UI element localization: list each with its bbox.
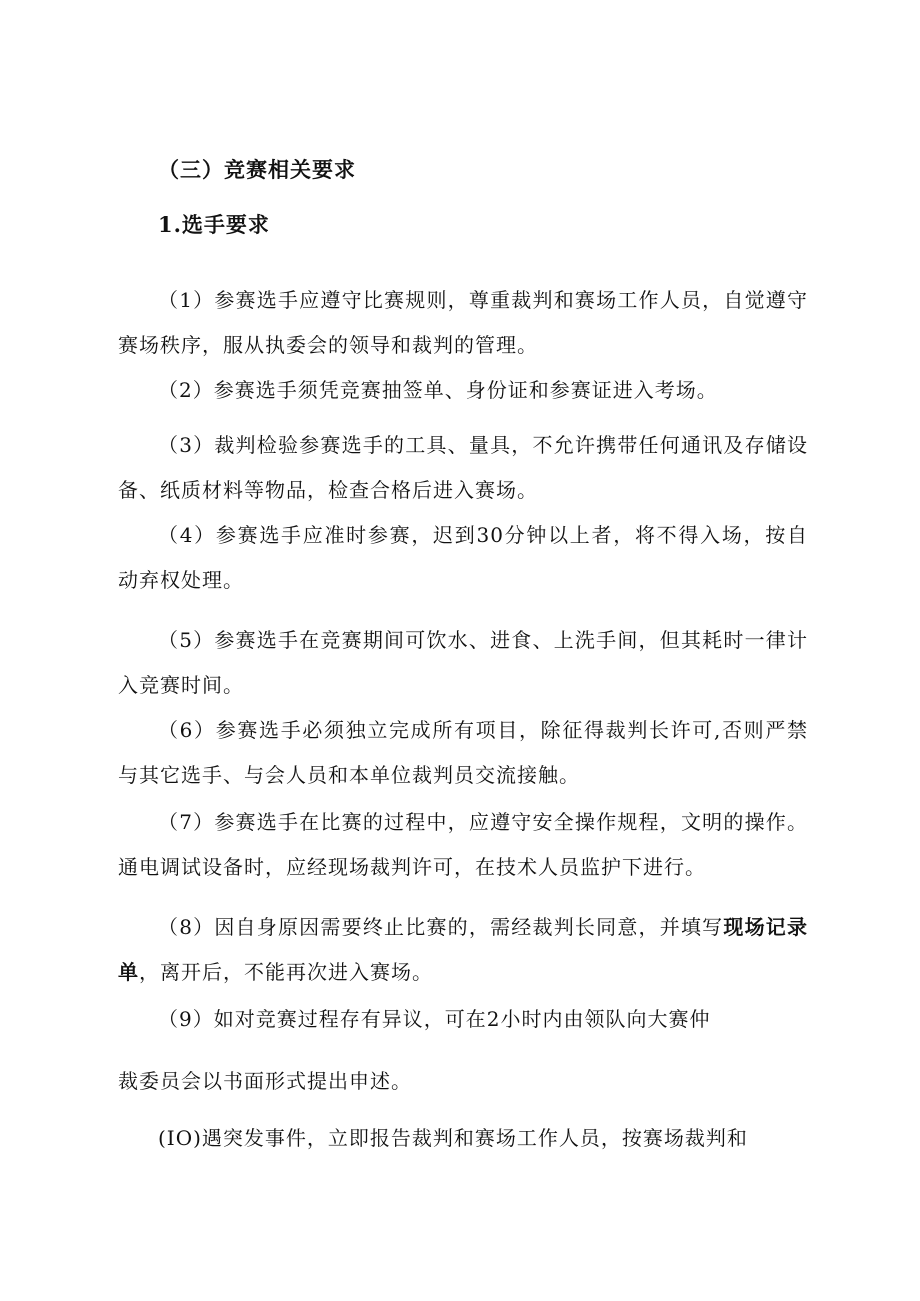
paragraph-9-line-1: （9）如对竞赛过程存有异议，可在2小时内由领队向大赛仲 xyxy=(158,1007,711,1031)
paragraph-2: （2）参赛选手须凭竞赛抽签单、身份证和参赛证进入考场。 xyxy=(158,378,718,402)
paragraph-10: (IO)遇突发事件，立即报告裁判和赛场工作人员，按赛场裁判和 xyxy=(158,1126,748,1150)
subsection-heading: 1.选手要求 xyxy=(158,212,270,237)
paragraph-3: （3）裁判检验参赛选手的工具、量具，不允许携带任何通讯及存储设备、纸质材料等物品，检查合格后进入赛场。 xyxy=(118,433,808,502)
paragraph-8-text-after: ，离开后，不能再次进入赛场。 xyxy=(139,960,433,984)
paragraph-4: （4）参赛选手应准时参赛，迟到30分钟以上者，将不得入场，按自动弃权处理。 xyxy=(118,523,808,592)
paragraph-8-bold-term: 现场记录单 xyxy=(118,915,809,984)
paragraph-9-line-2: 裁委员会以书面形式提出申述。 xyxy=(118,1069,412,1093)
paragraph-8 xyxy=(118,905,808,995)
paragraph-8-text-before: （8）因自身原因需要终止比赛的，需经裁判长同意，并填写 xyxy=(158,915,724,939)
paragraph-7: （7）参赛选手在比赛的过程中，应遵守安全操作规程，文明的操作。通电调试设备时，应经现场裁判许可，在技术人员监护下进行。 xyxy=(118,810,808,879)
section-heading: （三）竞赛相关要求 xyxy=(158,157,356,182)
paragraph-1: （1）参赛选手应遵守比赛规则，尊重裁判和赛场工作人员，自觉遵守赛场秩序，服从执委会的领导和裁判的管理。 xyxy=(118,288,808,357)
paragraph-6: （6）参赛选手必须独立完成所有项目，除征得裁判长许可,否则严禁与其它选手、与会人员和本单位裁判员交流接触。 xyxy=(118,718,808,787)
paragraph-5: （5）参赛选手在竞赛期间可饮水、进食、上洗手间，但其耗时一律计入竞赛时间。 xyxy=(118,628,808,697)
